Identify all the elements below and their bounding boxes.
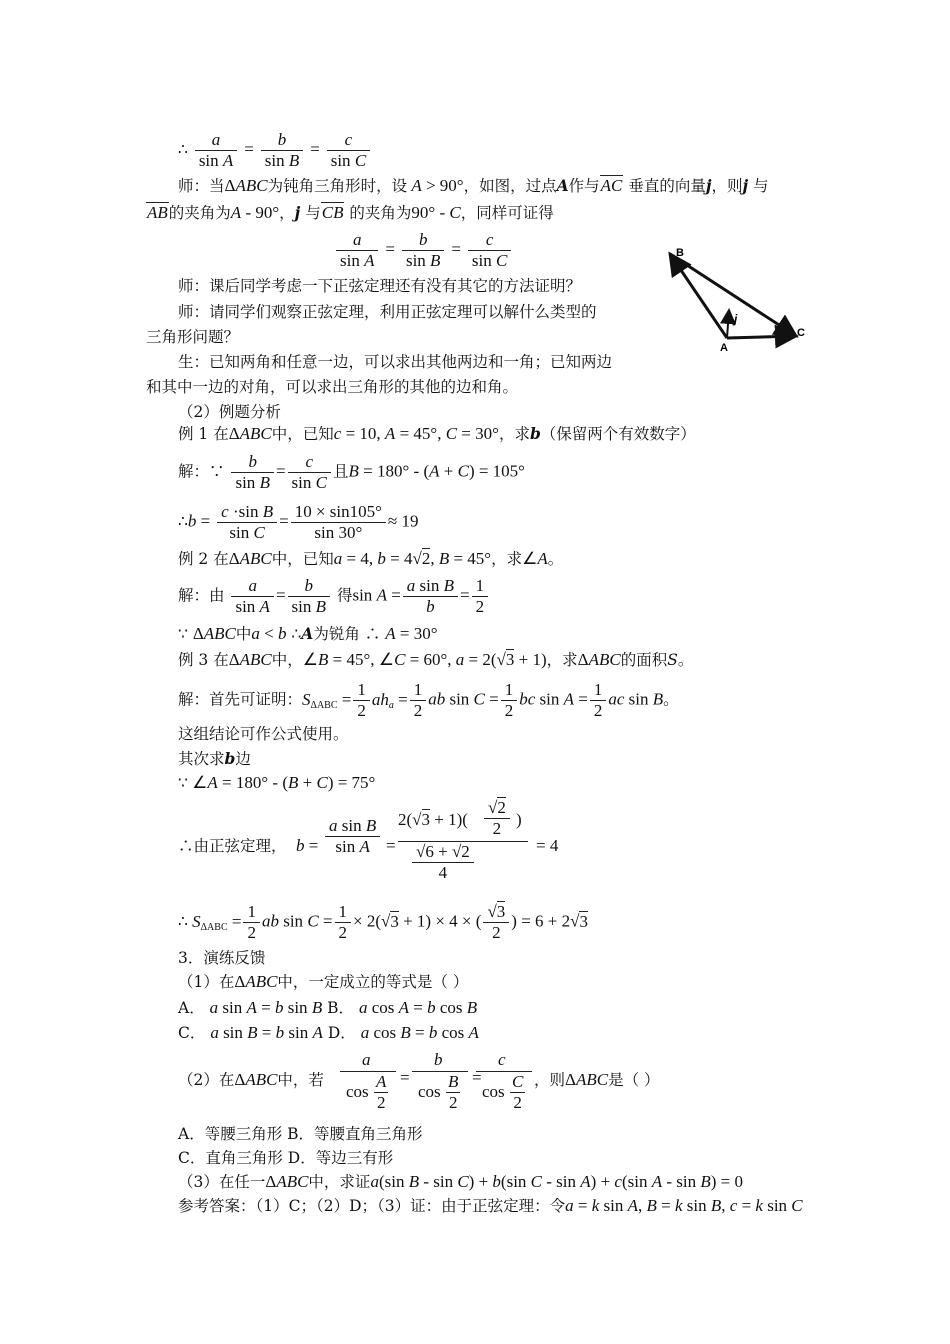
teacher-observe-cont: 三角形问题？ [146,328,240,346]
obtuse-triangle-figure [650,240,820,355]
formula-note: 这组结论可作公式使用。 [178,725,349,743]
answer-key: 参考答案：（1）C；（2）D；（3）证：由于正弦定理：令a = k sin A, B = k sin B, c = k sin C [178,1196,803,1215]
example-1: 例 1 在ΔABC中，已知c = 10, A = 45°, C = 30°，求b（保留两个有效数字） [178,424,696,443]
q1-options-ab: A． a sin A = b sin B B． a cos A = b cos B [178,998,478,1017]
teacher-observe: 师：请同学们观察正弦定理，利用正弦定理可以解什么类型的 [178,303,597,321]
label-j: j [734,312,738,326]
frac-c-sinC: $\frac{c}{\text{sin C}}$ [327,130,370,171]
ex1-solution-2: ∴b = $\frac{\text{c ·sin B}}{\text{sin C}}$ = $\frac{10 \times \sin 105^\circ}{\sin 30^\circ}$ ≈ 19 [178,502,419,542]
side-ac [727,336,796,338]
eq-sine-law-obtuse: $\frac{a}{\text{sin A}}$ = $\frac{b}{\text{sin B}}$ = $\frac{c}{\text{sin C}}$ [334,230,513,271]
label-c: C [797,327,805,339]
label-a: A [720,342,728,354]
section-examples: （2）例题分析 [178,403,281,421]
practice-title: 3．演练反馈 [178,949,266,967]
ex3-area-formula: 解：首先可证明：$S_{\Delta ABC}$ = $\frac{1}{2}$ $ah_a$ = $\frac{1}{2}$ ab sin C = $\frac{1}{2}$ bc sin A = $\frac{1}{2}$ ac sin B。 [178,680,679,720]
vector-j [727,310,729,338]
q2-options-ab: A．等腰三角形 B．等腰直角三角形 [178,1125,423,1143]
therefore-symbol: ∴ [178,140,188,159]
example-3: 例 3 在ΔABC中，∠B = 45°, ∠C = 60°, a = 2(√3 + 1)，求ΔABC的面积S。 [178,650,694,669]
area-result: ∴ $S_{\Delta ABC}$ = $\frac{1}{2}$ ab sin C = $\frac{1}{2}$ × 2(√3 + 1) × 4 × ( $\frac{√3}{2}$ ) = 6 + 2√3 [178,902,588,942]
angle-line: AB的夹角为A - 90°，j 与CB 的夹角为90° - C，同样可证得 [147,203,554,222]
ex2-because: ∵ ΔABC中a < b ∴A为锐角 ∴ A = 30° [178,624,438,643]
example-2: 例 2 在ΔABC中，已知a = 4, b = 4√2, B = 45°，求∠A。 [178,549,564,568]
student-answer-cont: 和其中一边的对角，可以求出三角形的其他的边和角。 [146,378,519,396]
ex1-solution-1: 解：∵ $\frac{b}{\text{sin B}}$ = $\frac{c}{\text{sin C}}$ 且B = 180° - (A + C) = 105° [178,452,525,492]
ex2-solution: 解：由 $\frac{a}{\text{sin A}}$ = $\frac{b}{\text{sin B}}$ 得sin A = $\frac{\text{a sin B}}{b}$ = $\frac{1}{2}$ [178,576,490,617]
question-1: （1）在ΔABC中，一定成立的等式是（ ） [178,972,469,991]
frac-a-sinA: $\frac{a}{\text{sin A}}$ [195,130,237,171]
side-bc [670,254,796,336]
student-answer: 生：已知两角和任意一边，可以求出其他两边和一角；已知两边 [178,353,613,371]
eq-sine-law-acute: ∴ $\frac{a}{\text{sin A}}$ = $\frac{b}{\text{sin B}}$ = $\frac{c}{\text{sin C}}$ [178,130,372,171]
frac-b-sinB: $\frac{b}{\text{sin B}}$ [261,130,303,171]
q1-options-cd: C． a sin B = b sin A D． a cos B = b cos A [178,1023,479,1042]
label-b: B [676,247,684,259]
next-b: 其次求b边 [178,749,251,768]
teacher-other-proof: 师：课后同学考虑一下正弦定理还有没有其它的方法证明？ [178,277,582,295]
q2-options-cd: C．直角三角形 D．等边三有形 [178,1149,394,1167]
angle-a-calc: ∵ ∠A = 180° - (B + C) = 75° [178,773,376,792]
teacher-obtuse-line: 师：当ΔABC为钝角三角形时，设 A > 90°，如图，过点A作与AC 垂直的向量j，则j 与 [178,176,769,195]
side-ab [670,254,727,338]
question-3: （3）在任一ΔABC中，求证a(sin B - sin C) + b(sin C - sin A) + c(sin A - sin B) = 0 [178,1172,743,1191]
